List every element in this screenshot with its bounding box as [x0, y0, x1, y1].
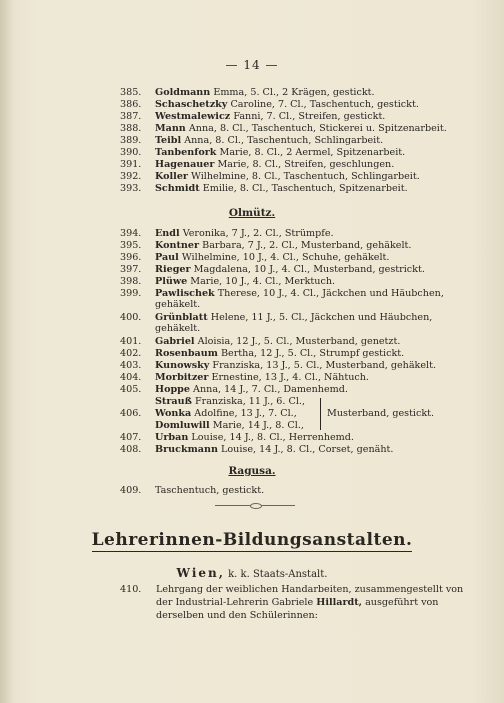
para-line-2b: ausgeführt von [365, 597, 439, 608]
entry-text: Marie, 14 J., 8. Cl., [212, 420, 304, 431]
entry-name: Rosenbaum [155, 348, 218, 359]
institution-name: k. k. Staats-Anstalt. [228, 569, 328, 580]
entry-name: Endl [155, 228, 180, 239]
entry-text: Emma, 5. Cl., 2 Krägen, gestickt. [213, 87, 375, 98]
entry-number: 406. [120, 408, 142, 419]
entry-number: 398. [120, 276, 142, 287]
entry-number: 397. [120, 264, 142, 275]
entry-text: Marie, 8. Cl., 2 Aermel, Spitzenarbeit. [219, 147, 406, 158]
section-heading-olmuetz [0, 207, 504, 219]
entry-name: Hagenauer [155, 159, 215, 170]
entry-text: Helene, 11 J., 5. Cl., Jäckchen und Häubchen, gehäkelt. [155, 312, 433, 334]
entry-name: Grünblatt [155, 312, 208, 323]
entry-number: 407. [120, 432, 142, 443]
entry-number: 389. [120, 135, 142, 146]
entry-number: 386. [120, 99, 142, 110]
entry-name: Schmidt [155, 183, 200, 194]
entry-name: Gabriel [155, 336, 195, 347]
entry-number: 409. [120, 485, 142, 496]
entry-text: Aloisia, 12 J., 5. Cl., Musterband, genetzt. [197, 336, 401, 347]
entry-name: Tanbenfork [155, 147, 217, 158]
entry-number: 393. [120, 183, 142, 194]
entry-name: Kontner [155, 240, 200, 251]
entry-name: Wonka [155, 408, 192, 419]
entry-text: Emilie, 8. Cl., Taschentuch, Spitzenarbeit. [202, 183, 408, 194]
entry-number: 391. [120, 159, 142, 170]
entry-number: 408. [120, 444, 142, 455]
entry-text: Caroline, 7. Cl., Taschentuch, gestickt. [230, 99, 419, 110]
entry-name: Pawlischek [155, 288, 215, 299]
entry-name: Bruckmann [155, 444, 218, 455]
entry-text: Fanni, 7. Cl., Streifen, gestickt. [233, 111, 386, 122]
brace-text: Musterband, gestickt. [327, 408, 435, 419]
entry-name: Goldmann [155, 87, 211, 98]
entry-name: Koller [155, 171, 188, 182]
entry-text: Wilhelmine, 8. Cl., Taschentuch, Schlingarbeit. [191, 171, 420, 182]
heading-text: Ragusa. [228, 465, 276, 477]
entry-number: 402. [120, 348, 142, 359]
entry-number: 399. [120, 288, 142, 299]
entry-number: 388. [120, 123, 142, 134]
entry-text: Marie, 8. Cl., Streifen, geschlungen. [217, 159, 395, 170]
entry-number: 400. [120, 312, 142, 323]
entry-number: 392. [120, 171, 142, 182]
para-line-1: Lehrgang der weiblichen Handarbeiten, zusammengestellt von [156, 584, 464, 595]
entry-name: Schaschetzky [155, 99, 228, 110]
brace [320, 398, 326, 430]
entry-name: Teibl [155, 135, 182, 146]
entry-name: Rieger [155, 264, 191, 275]
entry-name: Kunowsky [155, 360, 210, 371]
entry-name: Westmalewicz [155, 111, 231, 122]
entry-name: Paul [155, 252, 179, 263]
entry-number: 403. [120, 360, 142, 371]
entry-name: Morbitzer [155, 372, 209, 383]
entry-number: 385. [120, 87, 142, 98]
entry-text: Louise, 14 J., 8. Cl., Herrenhemd. [191, 432, 354, 443]
entry-text: Wilhelmine, 10 J., 4. Cl., Schuhe, gehäkelt. [181, 252, 390, 263]
page-number: — 14 — [225, 58, 279, 72]
entry-number: 395. [120, 240, 142, 251]
entry-name: Strauß [155, 396, 192, 407]
institution-line [0, 566, 504, 580]
teacher-name: Hillardt, [316, 597, 362, 608]
entry-name: Mann [155, 123, 186, 134]
entry-number: 401. [120, 336, 142, 347]
city-name: Wien, [176, 566, 225, 580]
entry-number: 394. [120, 228, 142, 239]
entry-text: Therese, 10 J., 4. Cl., Jäckchen und Häubchen, gehäkelt. [155, 288, 444, 310]
entry-number: 387. [120, 111, 142, 122]
section-heading-ragusa [0, 465, 504, 477]
entry-text: Taschentuch, gestickt. [155, 485, 265, 496]
entry-text: Ernestine, 13 J., 4. Cl., Nähtuch. [211, 372, 369, 383]
entry-text: Franziska, 11 J., 6. Cl., [194, 396, 306, 407]
entry-text: Franziska, 13 J., 5. Cl., Musterband, gehäkelt. [212, 360, 437, 371]
entry-number: 404. [120, 372, 142, 383]
entry-text: Marie, 10 J., 4. Cl., Merktuch. [190, 276, 336, 287]
entry-text: Louise, 14 J., 8. Cl., Corset, genäht. [221, 444, 394, 455]
entry-number: 396. [120, 252, 142, 263]
entry-name: Domluwill [155, 420, 210, 431]
entry-text: Bertha, 12 J., 5. Cl., Strumpf gestickt. [220, 348, 405, 359]
entry-number: 405. [120, 384, 142, 395]
entry-text: Anna, 8. Cl., Taschentuch, Schlingarbeit. [184, 135, 384, 146]
entry-number: 390. [120, 147, 142, 158]
section-title [0, 530, 504, 550]
heading-text: Olmütz. [228, 207, 276, 219]
entry-name: Urban [155, 432, 189, 443]
entry-number: 410. [120, 584, 142, 595]
entry-text: Anna, 8. Cl., Taschentuch, Stickerei u. Spitzenarbeit. [188, 123, 447, 134]
entry-text: Veronika, 7 J., 2. Cl., Strümpfe. [182, 228, 334, 239]
entry-name: Hoppe [155, 384, 190, 395]
para-line-2 [156, 596, 450, 609]
entry-text: Barbara, 7 J., 2. Cl., Musterband, gehäkelt. [202, 240, 412, 251]
entry-text: Anna, 14 J., 7. Cl., Damenhemd. [193, 384, 348, 395]
para-line-2a: der Industrial-Lehrerin Gabriele [156, 597, 314, 608]
entry-text: Adolfine, 13 J., 7. Cl., [194, 408, 297, 419]
entry-name: Plüwe [155, 276, 188, 287]
section-title-text: Lehrerinnen-Bildungsanstalten. [91, 530, 413, 550]
para-line-3: derselben und den Schülerinnen: [156, 610, 318, 621]
entry-text: Magdalena, 10 J., 4. Cl., Musterband, gestrickt. [193, 264, 425, 275]
separator-ornament [215, 505, 295, 506]
